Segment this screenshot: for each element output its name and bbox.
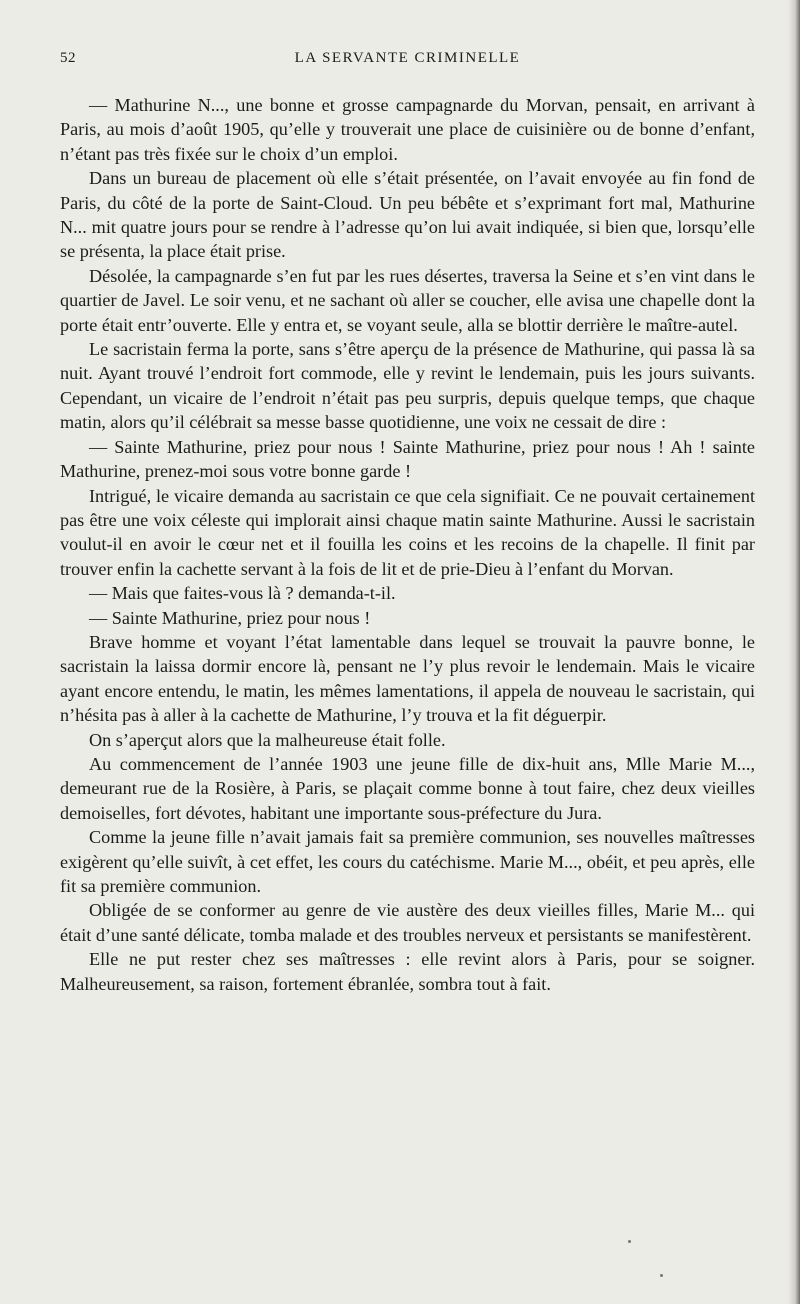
paragraph: Brave homme et voyant l’état lamentable dans lequel se trouvait la pauvre bonne, le sacristain la laissa dormir encore là, pensant ne l’y plus revoir le lendemain. Mais le vicaire ayant encore entendu, le matin, les mêmes lamentations, il appela de nouveau le sacristain, qui n’hésita pas à aller à la cachette de Mathurine, l’y trouva et la fit déguerpir. [60,631,755,726]
paragraph: Dans un bureau de placement où elle s’était présentée, on l’avait envoyée au fin fond de Paris, du côté de la porte de Saint-Cloud. Un peu bébête et s’exprimant fort mal, Mathurine N... mit quatre jours pour se rendre à l’adresse qu’on lui avait indiquée, si bien que, lorsqu’elle se présenta, la place était prise. [60,168,755,262]
print-speck [660,1274,663,1277]
paragraph: Le sacristain ferma la porte, sans s’être aperçu de la présence de Mathurine, qui passa là sa nuit. Ayant trouvé l’endroit fort commode, elle y revint le lendemain, puis les jours suivants. Cependant, un vicaire de l’endroit n’était pas peu surpris, depuis quelque temps, que chaque matin, alors qu’il célébrait sa messe basse quotidienne, une voix ne cessait de dire : [60,339,755,433]
paragraph: Au commencement de l’année 1903 une jeune fille de dix-huit ans, Mlle Marie M..., demeurant rue de la Rosière, à Paris, se plaçait comme bonne à tout faire, chez deux vieilles demoiselles, fort dévotes, habitant une importante sous-préfecture du Jura. [60,753,755,823]
body-text [60,93,755,996]
print-speck [628,1240,631,1243]
paragraph: Désolée, la campagnarde s’en fut par les rues désertes, traversa la Seine et s’en vint dans le quartier de Javel. Le soir venu, et ne sachant où aller se coucher, elle avisa une chapelle dont la porte était entr’ouverte. Elle y entra et, se voyant seule, alla se blottir derrière le maître-autel. [60,265,755,335]
running-title: LA SERVANTE CRIMINELLE [294,50,521,66]
page-header [60,50,755,72]
page-edge-shadow [788,0,800,1304]
paragraph: Elle ne put rester chez ses maîtresses : elle revint alors à Paris, pour se soigner. Malheureusement, sa raison, fortement ébranlée, sombra tout à fait. [60,949,755,994]
paragraph: — Mais que faites-vous là ? demanda-t-il. [89,583,396,604]
page-number: 52 [60,50,76,66]
paragraph: — Mathurine N..., une bonne et grosse campagnarde du Morvan, pensait, en arrivant à Paris, au mois d’août 1905, qu’elle y trouverait une place de cuisinière ou de bonne d’enfant, n’étant pas très fixée sur le choix d’un emploi. [60,95,755,164]
paragraph: — Sainte Mathurine, priez pour nous ! Sainte Mathurine, priez pour nous ! Ah ! sainte Mathurine, prenez-moi sous votre bonne garde ! [60,436,755,482]
paragraph: Comme la jeune fille n’avait jamais fait sa première communion, ses nouvelles maîtresses exigèrent qu’elle suivît, à cet effet, les cours du catéchisme. Marie M..., obéit, et peu après, elle fit sa première communion. [60,827,755,896]
paragraph: — Sainte Mathurine, priez pour nous ! [89,607,371,628]
paragraph: Intrigué, le vicaire demanda au sacristain ce que cela signifiait. Ce ne pouvait certainement pas être une voix céleste qui implorait ainsi chaque matin sainte Mathurine. Aussi le sacristain voulut-il en avoir le cœur net et il fouilla les coins et les recoins de la chapelle. Il finit par trouver enfin la cachette servant à la fois de lit et de prie-Dieu à l’enfant du Morvan. [60,485,755,579]
paragraph: On s’aperçut alors que la malheureuse était folle. [89,729,446,750]
paragraph: Obligée de se conformer au genre de vie austère des deux vieilles filles, Marie M... qui était d’une santé délicate, tomba malade et des troubles nerveux et persistants se manifestèrent. [60,900,755,945]
